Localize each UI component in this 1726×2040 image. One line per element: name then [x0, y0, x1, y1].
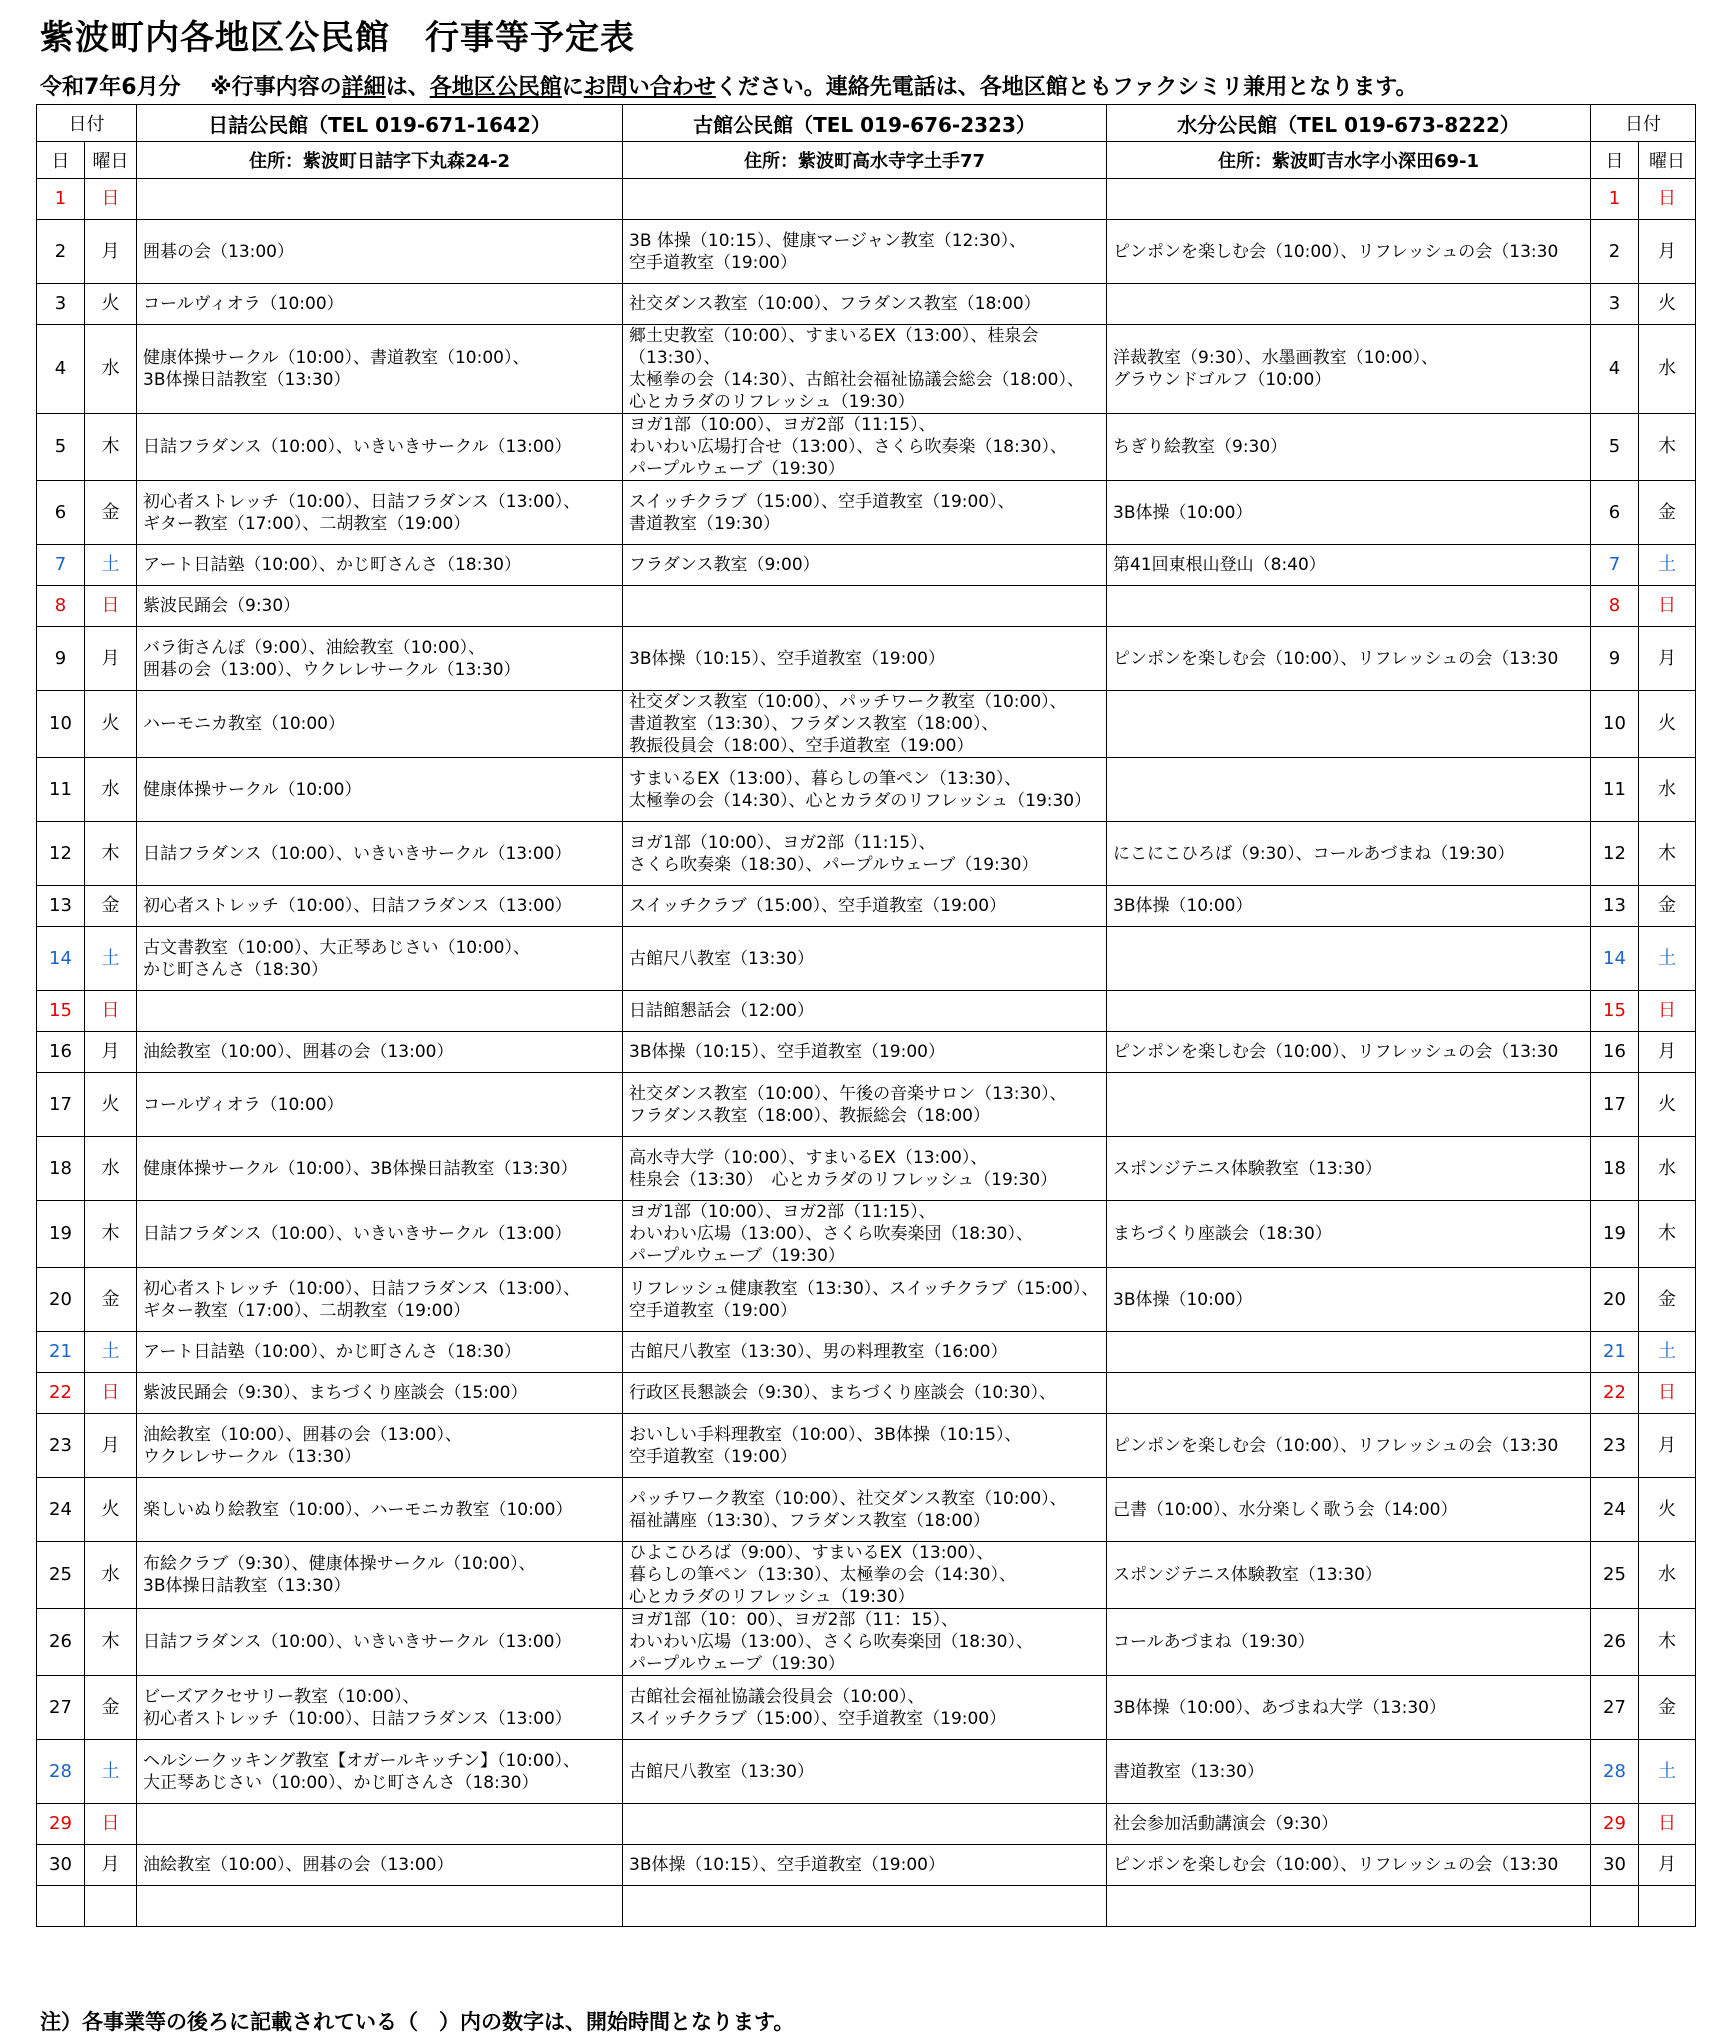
subtitle-underlined-halls: 各地区公民館	[429, 75, 562, 100]
table-row	[37, 284, 1696, 325]
furudate-events-cell: スイッチクラブ（15:00）、空手道教室（19:00）、 書道教室（19:30）	[623, 481, 1107, 545]
date-group-header-left: 日付	[37, 105, 137, 142]
mizuwake-events-cell: ピンポンを楽しむ会（10:00）、リフレッシュの会（13:30	[1107, 1414, 1591, 1478]
furudate-events-cell: 古館尺八教室（13:30）、男の料理教室（16:00）	[623, 1332, 1107, 1373]
day-cell: 19	[37, 1201, 85, 1268]
mizuwake-events-cell	[1107, 179, 1591, 220]
day-cell: 26	[37, 1609, 85, 1676]
table-row	[37, 822, 1696, 886]
furudate-events-cell: ヨガ1部（10:00）、ヨガ2部（11:15）、 わいわい広場打合せ（13:00）、さくら吹奏楽（18:30）、 パープルウェーブ（19:30）	[623, 414, 1107, 481]
page-title: 紫波町内各地区公民館 行事等予定表	[40, 18, 635, 58]
subtitle-underlined-details: 詳細	[341, 75, 386, 100]
weekday-cell: 火	[85, 284, 137, 325]
weekday-cell-right: 日	[1639, 1373, 1696, 1414]
table-row	[37, 1609, 1696, 1676]
weekday-cell-right: 火	[1639, 284, 1696, 325]
table-row	[37, 1414, 1696, 1478]
weekday-cell: 日	[85, 1804, 137, 1845]
day-cell-right: 27	[1591, 1676, 1639, 1740]
hall-name-hizume: 日詰公民館（TEL 019-671-1642）	[137, 105, 623, 142]
mizuwake-events-cell: 書道教室（13:30）	[1107, 1740, 1591, 1804]
mizuwake-events-cell	[1107, 927, 1591, 991]
hizume-events-cell: 初心者ストレッチ（10:00）、日詰フラダンス（13:00）、 ギター教室（17:00）、二胡教室（19:00）	[137, 1268, 623, 1332]
hizume-events-cell: アート日詰塾（10:00）、かじ町さんさ（18:30）	[137, 545, 623, 586]
day-cell-right: 7	[1591, 545, 1639, 586]
mizuwake-events-cell: スポンジテニス体験教室（13:30）	[1107, 1542, 1591, 1609]
mizuwake-events-cell: 3B体操（10:00）	[1107, 886, 1591, 927]
mizuwake-events-cell: ピンポンを楽しむ会（10:00）、リフレッシュの会（13:30	[1107, 1032, 1591, 1073]
date-group-header-right: 日付	[1591, 105, 1696, 142]
day-cell-right: 12	[1591, 822, 1639, 886]
schedule-header	[37, 105, 1696, 179]
mizuwake-events-cell: ピンポンを楽しむ会（10:00）、リフレッシュの会（13:30	[1107, 1845, 1591, 1886]
day-cell-right: 9	[1591, 627, 1639, 691]
table-row	[37, 1886, 1696, 1927]
hizume-events-cell: 初心者ストレッチ（10:00）、日詰フラダンス（13:00）、 ギター教室（17:00）、二胡教室（19:00）	[137, 481, 623, 545]
day-cell: 29	[37, 1804, 85, 1845]
mizuwake-events-cell	[1107, 758, 1591, 822]
day-cell-right: 24	[1591, 1478, 1639, 1542]
table-row	[37, 886, 1696, 927]
subtitle-prefix: 令和7年6月分 ※行事内容の	[40, 75, 342, 100]
furudate-events-cell: ヨガ1部（10：00）、ヨガ2部（11：15）、 わいわい広場（13:00）、さくら吹奏楽団（18:30）、 パープルウェーブ（19:30）	[623, 1609, 1107, 1676]
furudate-events-cell: スイッチクラブ（15:00）、空手道教室（19:00）	[623, 886, 1107, 927]
table-row	[37, 1676, 1696, 1740]
weekday-cell-right: 日	[1639, 991, 1696, 1032]
weekday-cell	[85, 1886, 137, 1927]
day-cell: 2	[37, 220, 85, 284]
hizume-events-cell: 日詰フラダンス（10:00）、いきいきサークル（13:00）	[137, 414, 623, 481]
day-cell: 17	[37, 1073, 85, 1137]
table-row	[37, 927, 1696, 991]
table-row	[37, 481, 1696, 545]
day-cell: 4	[37, 325, 85, 414]
furudate-events-cell: パッチワーク教室（10:00）、社交ダンス教室（10:00）、 福祉講座（13:30）、フラダンス教室（18:00）	[623, 1478, 1107, 1542]
furudate-events-cell: 行政区長懇談会（9:30）、まちづくり座談会（10:30）、	[623, 1373, 1107, 1414]
furudate-events-cell: 3B体操（10:15）、空手道教室（19:00）	[623, 1845, 1107, 1886]
weekday-cell: 金	[85, 886, 137, 927]
day-cell-right: 11	[1591, 758, 1639, 822]
table-row	[37, 1478, 1696, 1542]
day-cell-right: 18	[1591, 1137, 1639, 1201]
hizume-events-cell: ハーモニカ教室（10:00）	[137, 691, 623, 758]
weekday-cell: 木	[85, 1609, 137, 1676]
weekday-cell: 金	[85, 1268, 137, 1332]
day-cell: 14	[37, 927, 85, 991]
hizume-events-cell: ビーズアクセサリー教室（10:00）、 初心者ストレッチ（10:00）、日詰フラダンス（13:00）	[137, 1676, 623, 1740]
table-row	[37, 1845, 1696, 1886]
hall-name-mizuwake: 水分公民館（TEL 019-673-8222）	[1107, 105, 1591, 142]
furudate-events-cell: ヨガ1部（10:00）、ヨガ2部（11:15）、 さくら吹奏楽（18:30）、パープルウェーブ（19:30）	[623, 822, 1107, 886]
hizume-events-cell: 油絵教室（10:00）、囲碁の会（13:00）	[137, 1032, 623, 1073]
weekday-cell-right: 土	[1639, 1740, 1696, 1804]
weekday-cell-right: 月	[1639, 1845, 1696, 1886]
table-row	[37, 1137, 1696, 1201]
weekday-cell-right: 水	[1639, 325, 1696, 414]
mizuwake-events-cell: 3B体操（10:00）、あづまね大学（13:30）	[1107, 1676, 1591, 1740]
weekday-cell: 木	[85, 822, 137, 886]
hizume-events-cell: バラ街さんぽ（9:00）、油絵教室（10:00）、 囲碁の会（13:00）、ウクレレサークル（13:30）	[137, 627, 623, 691]
furudate-events-cell: フラダンス教室（9:00）	[623, 545, 1107, 586]
schedule-body	[37, 179, 1696, 1927]
weekday-cell-right	[1639, 1886, 1696, 1927]
hall-address-hizume: 住所：紫波町日詰字下丸森24-2	[137, 142, 623, 179]
furudate-events-cell: 古館尺八教室（13:30）	[623, 927, 1107, 991]
weekday-cell: 火	[85, 1073, 137, 1137]
mizuwake-events-cell: 3B体操（10:00）	[1107, 1268, 1591, 1332]
weekday-cell-right: 火	[1639, 1478, 1696, 1542]
hall-name-furudate: 古館公民館（TEL 019-676-2323）	[623, 105, 1107, 142]
weekday-cell: 土	[85, 1332, 137, 1373]
day-cell-right	[1591, 1886, 1639, 1927]
day-cell: 20	[37, 1268, 85, 1332]
table-row	[37, 586, 1696, 627]
mizuwake-events-cell: ピンポンを楽しむ会（10:00）、リフレッシュの会（13:30	[1107, 220, 1591, 284]
day-cell-right: 8	[1591, 586, 1639, 627]
hizume-events-cell: 紫波民踊会（9:30）	[137, 586, 623, 627]
table-row	[37, 325, 1696, 414]
weekday-cell: 木	[85, 414, 137, 481]
furudate-events-cell: 日詰館懇話会（12:00）	[623, 991, 1107, 1032]
weekday-cell-right: 日	[1639, 1804, 1696, 1845]
day-cell-right: 4	[1591, 325, 1639, 414]
weekday-cell-right: 土	[1639, 1332, 1696, 1373]
weekday-cell: 日	[85, 586, 137, 627]
page-subtitle	[40, 70, 1418, 101]
weekday-cell-right: 木	[1639, 1609, 1696, 1676]
day-cell: 10	[37, 691, 85, 758]
day-cell-right: 30	[1591, 1845, 1639, 1886]
hizume-events-cell: アート日詰塾（10:00）、かじ町さんさ（18:30）	[137, 1332, 623, 1373]
weekday-cell: 月	[85, 1032, 137, 1073]
day-cell	[37, 1886, 85, 1927]
weekday-cell-right: 日	[1639, 586, 1696, 627]
table-row	[37, 1542, 1696, 1609]
weekday-cell-right: 土	[1639, 545, 1696, 586]
weekday-cell-right: 土	[1639, 927, 1696, 991]
furudate-events-cell: 古館社会福祉協議会役員会（10:00）、 スイッチクラブ（15:00）、空手道教室（19:00）	[623, 1676, 1107, 1740]
day-cell: 12	[37, 822, 85, 886]
weekday-cell-right: 金	[1639, 1268, 1696, 1332]
day-cell-right: 2	[1591, 220, 1639, 284]
weekday-cell: 水	[85, 1137, 137, 1201]
footnote: 注）各事業等の後ろに記載されている（ ）内の数字は、開始時間となります。	[40, 2010, 795, 2034]
subtitle-suffix: ください。連絡先電話は、各地区館ともファクシミリ兼用となります。	[715, 75, 1418, 100]
table-row	[37, 220, 1696, 284]
day-cell-right: 3	[1591, 284, 1639, 325]
furudate-events-cell	[623, 586, 1107, 627]
table-row	[37, 1073, 1696, 1137]
day-cell-right: 21	[1591, 1332, 1639, 1373]
furudate-events-cell: 社交ダンス教室（10:00）、午後の音楽サロン（13:30）、 フラダンス教室（18:00）、教振総会（18:00）	[623, 1073, 1107, 1137]
weekday-cell: 月	[85, 627, 137, 691]
mizuwake-events-cell: ピンポンを楽しむ会（10:00）、リフレッシュの会（13:30	[1107, 627, 1591, 691]
day-cell-right: 26	[1591, 1609, 1639, 1676]
table-row	[37, 1201, 1696, 1268]
hall-address-mizuwake: 住所：紫波町吉水字小深田69-1	[1107, 142, 1591, 179]
weekday-header-left: 曜日	[85, 142, 137, 179]
furudate-events-cell: すまいるEX（13:00）、暮らしの筆ペン（13:30）、 太極拳の会（14:30）、心とカラダのリフレッシュ（19:30）	[623, 758, 1107, 822]
table-row	[37, 1373, 1696, 1414]
table-row	[37, 991, 1696, 1032]
subtitle-mid-2: に	[561, 75, 584, 100]
mizuwake-events-cell	[1107, 1073, 1591, 1137]
weekday-cell-right: 月	[1639, 627, 1696, 691]
weekday-cell-right: 月	[1639, 220, 1696, 284]
furudate-events-cell: おいしい手料理教室（10:00）、3B体操（10:15）、 空手道教室（19:00）	[623, 1414, 1107, 1478]
weekday-cell: 月	[85, 1845, 137, 1886]
day-cell: 24	[37, 1478, 85, 1542]
furudate-events-cell: 社交ダンス教室（10:00）、パッチワーク教室（10:00）、 書道教室（13:30）、フラダンス教室（18:00）、 教振役員会（18:00）、空手道教室（19:00）	[623, 691, 1107, 758]
day-cell-right: 13	[1591, 886, 1639, 927]
weekday-cell: 月	[85, 220, 137, 284]
weekday-cell: 月	[85, 1414, 137, 1478]
furudate-events-cell: 3B体操（10:15）、空手道教室（19:00）	[623, 1032, 1107, 1073]
day-cell-right: 6	[1591, 481, 1639, 545]
day-cell: 8	[37, 586, 85, 627]
hizume-events-cell: 健康体操サークル（10:00）	[137, 758, 623, 822]
day-cell: 27	[37, 1676, 85, 1740]
weekday-cell: 日	[85, 179, 137, 220]
hizume-events-cell: 日詰フラダンス（10:00）、いきいきサークル（13:00）	[137, 822, 623, 886]
day-cell: 3	[37, 284, 85, 325]
weekday-cell: 日	[85, 991, 137, 1032]
table-row	[37, 627, 1696, 691]
hall-address-furudate: 住所：紫波町高水寺字土手77	[623, 142, 1107, 179]
furudate-events-cell	[623, 1804, 1107, 1845]
hizume-events-cell: コールヴィオラ（10:00）	[137, 284, 623, 325]
mizuwake-events-cell: にこにこひろば（9:30）、コールあづまね（19:30）	[1107, 822, 1591, 886]
mizuwake-events-cell: 3B体操（10:00）	[1107, 481, 1591, 545]
weekday-cell-right: 木	[1639, 414, 1696, 481]
hizume-events-cell: 初心者ストレッチ（10:00）、日詰フラダンス（13:00）	[137, 886, 623, 927]
table-row	[37, 1804, 1696, 1845]
weekday-cell-right: 月	[1639, 1414, 1696, 1478]
mizuwake-events-cell	[1107, 691, 1591, 758]
hizume-events-cell	[137, 179, 623, 220]
hizume-events-cell: 健康体操サークル（10:00）、3B体操日詰教室（13:30）	[137, 1137, 623, 1201]
weekday-cell-right: 水	[1639, 1137, 1696, 1201]
day-cell: 15	[37, 991, 85, 1032]
furudate-events-cell: ひよこひろば（9:00）、すまいるEX（13:00）、 暮らしの筆ペン（13:30）、太極拳の会（14:30）、 心とカラダのリフレッシュ（19:30）	[623, 1542, 1107, 1609]
furudate-events-cell: ヨガ1部（10:00）、ヨガ2部（11:15）、 わいわい広場（13:00）、さくら吹奏楽団（18:30）、 パープルウェーブ（19:30）	[623, 1201, 1107, 1268]
hizume-events-cell: 楽しいぬり絵教室（10:00）、ハーモニカ教室（10:00）	[137, 1478, 623, 1542]
weekday-cell-right: 月	[1639, 1032, 1696, 1073]
weekday-cell: 木	[85, 1201, 137, 1268]
mizuwake-events-cell: ちぎり絵教室（9:30）	[1107, 414, 1591, 481]
mizuwake-events-cell: 社会参加活動講演会（9:30）	[1107, 1804, 1591, 1845]
schedule-table	[36, 104, 1696, 1927]
weekday-cell-right: 木	[1639, 822, 1696, 886]
table-row	[37, 758, 1696, 822]
day-cell-right: 19	[1591, 1201, 1639, 1268]
day-cell: 23	[37, 1414, 85, 1478]
day-cell-right: 22	[1591, 1373, 1639, 1414]
hizume-events-cell: ヘルシークッキング教室【オガールキッチン】（10:00）、 大正琴あじさい（10:00）、かじ町さんさ（18:30）	[137, 1740, 623, 1804]
hizume-events-cell: 日詰フラダンス（10:00）、いきいきサークル（13:00）	[137, 1201, 623, 1268]
day-cell: 9	[37, 627, 85, 691]
day-cell: 7	[37, 545, 85, 586]
mizuwake-events-cell: 己書（10:00）、水分楽しく歌う会（14:00）	[1107, 1478, 1591, 1542]
day-cell: 28	[37, 1740, 85, 1804]
furudate-events-cell: リフレッシュ健康教室（13:30）、スイッチクラブ（15:00）、 空手道教室（19:00）	[623, 1268, 1107, 1332]
day-cell: 11	[37, 758, 85, 822]
furudate-events-cell: 古館尺八教室（13:30）	[623, 1740, 1107, 1804]
furudate-events-cell: 3B体操（10:15）、空手道教室（19:00）	[623, 627, 1107, 691]
day-cell-right: 5	[1591, 414, 1639, 481]
day-cell-right: 28	[1591, 1740, 1639, 1804]
weekday-cell: 日	[85, 1373, 137, 1414]
day-cell: 16	[37, 1032, 85, 1073]
mizuwake-events-cell: まちづくり座談会（18:30）	[1107, 1201, 1591, 1268]
mizuwake-events-cell	[1107, 586, 1591, 627]
hizume-events-cell: 布絵クラブ（9:30）、健康体操サークル（10:00）、 3B体操日詰教室（13:30）	[137, 1542, 623, 1609]
table-row	[37, 691, 1696, 758]
furudate-events-cell	[623, 179, 1107, 220]
weekday-cell-right: 火	[1639, 1073, 1696, 1137]
day-cell-right: 25	[1591, 1542, 1639, 1609]
weekday-cell-right: 火	[1639, 691, 1696, 758]
hizume-events-cell: 古文書教室（10:00）、大正琴あじさい（10:00）、 かじ町さんさ（18:30）	[137, 927, 623, 991]
mizuwake-events-cell: 洋裁教室（9:30）、水墨画教室（10:00）、 グラウンドゴルフ（10:00）	[1107, 325, 1591, 414]
weekday-cell: 水	[85, 758, 137, 822]
hizume-events-cell: 油絵教室（10:00）、囲碁の会（13:00）	[137, 1845, 623, 1886]
weekday-cell: 火	[85, 691, 137, 758]
weekday-cell-right: 金	[1639, 1676, 1696, 1740]
furudate-events-cell: 高水寺大学（10:00）、すまいるEX（13:00）、 桂泉会（13:30） 心とカラダのリフレッシュ（19:30）	[623, 1137, 1107, 1201]
day-cell-right: 14	[1591, 927, 1639, 991]
furudate-events-cell: 郷土史教室（10:00）、すまいるEX（13:00）、桂泉会（13:30）、 太極拳の会（14:30）、古館社会福祉協議会総会（18:00）、 心とカラダのリフレッシュ（19:30）	[623, 325, 1107, 414]
weekday-cell-right: 水	[1639, 1542, 1696, 1609]
weekday-cell: 金	[85, 481, 137, 545]
table-row	[37, 1332, 1696, 1373]
table-row	[37, 1268, 1696, 1332]
day-cell-right: 17	[1591, 1073, 1639, 1137]
day-cell-right: 15	[1591, 991, 1639, 1032]
weekday-cell: 土	[85, 1740, 137, 1804]
day-cell: 5	[37, 414, 85, 481]
weekday-cell: 金	[85, 1676, 137, 1740]
weekday-cell: 水	[85, 1542, 137, 1609]
day-cell: 25	[37, 1542, 85, 1609]
table-row	[37, 545, 1696, 586]
day-cell-right: 20	[1591, 1268, 1639, 1332]
day-cell-right: 29	[1591, 1804, 1639, 1845]
furudate-events-cell: 3B 体操（10:15）、健康マージャン教室（12:30）、 空手道教室（19:00）	[623, 220, 1107, 284]
table-row	[37, 414, 1696, 481]
hizume-events-cell: 健康体操サークル（10:00）、書道教室（10:00）、 3B体操日詰教室（13:30）	[137, 325, 623, 414]
table-row	[37, 179, 1696, 220]
weekday-cell-right: 木	[1639, 1201, 1696, 1268]
day-cell-right: 10	[1591, 691, 1639, 758]
subtitle-mid-1: は、	[385, 75, 430, 100]
weekday-cell-right: 日	[1639, 179, 1696, 220]
day-cell-right: 16	[1591, 1032, 1639, 1073]
mizuwake-events-cell	[1107, 284, 1591, 325]
day-cell: 13	[37, 886, 85, 927]
weekday-header-right: 曜日	[1639, 142, 1696, 179]
weekday-cell: 土	[85, 927, 137, 991]
day-cell: 1	[37, 179, 85, 220]
mizuwake-events-cell	[1107, 1373, 1591, 1414]
day-cell: 22	[37, 1373, 85, 1414]
day-cell: 21	[37, 1332, 85, 1373]
table-row	[37, 1032, 1696, 1073]
hizume-events-cell: 囲碁の会（13:00）	[137, 220, 623, 284]
hizume-events-cell	[137, 1804, 623, 1845]
mizuwake-events-cell	[1107, 1332, 1591, 1373]
weekday-cell: 土	[85, 545, 137, 586]
day-cell-right: 1	[1591, 179, 1639, 220]
hizume-events-cell: 日詰フラダンス（10:00）、いきいきサークル（13:00）	[137, 1609, 623, 1676]
day-cell-right: 23	[1591, 1414, 1639, 1478]
weekday-cell: 水	[85, 325, 137, 414]
mizuwake-events-cell: 第41回東根山登山（8:40）	[1107, 545, 1591, 586]
day-header-left: 日	[37, 142, 85, 179]
hizume-events-cell: 紫波民踊会（9:30）、まちづくり座談会（15:00）	[137, 1373, 623, 1414]
mizuwake-events-cell: スポンジテニス体験教室（13:30）	[1107, 1137, 1591, 1201]
hizume-events-cell: コールヴィオラ（10:00）	[137, 1073, 623, 1137]
subtitle-underlined-inquiry: お問い合わせ	[583, 75, 716, 100]
weekday-cell-right: 金	[1639, 886, 1696, 927]
hizume-events-cell: 油絵教室（10:00）、囲碁の会（13:00）、 ウクレレサークル（13:30）	[137, 1414, 623, 1478]
hizume-events-cell	[137, 1886, 623, 1927]
weekday-cell-right: 金	[1639, 481, 1696, 545]
weekday-cell-right: 水	[1639, 758, 1696, 822]
hizume-events-cell	[137, 991, 623, 1032]
furudate-events-cell: 社交ダンス教室（10:00）、フラダンス教室（18:00）	[623, 284, 1107, 325]
day-cell: 18	[37, 1137, 85, 1201]
day-cell: 6	[37, 481, 85, 545]
weekday-cell: 火	[85, 1478, 137, 1542]
furudate-events-cell	[623, 1886, 1107, 1927]
mizuwake-events-cell	[1107, 1886, 1591, 1927]
day-cell: 30	[37, 1845, 85, 1886]
mizuwake-events-cell: コールあづまね（19:30）	[1107, 1609, 1591, 1676]
day-header-right: 日	[1591, 142, 1639, 179]
mizuwake-events-cell	[1107, 991, 1591, 1032]
table-row	[37, 1740, 1696, 1804]
